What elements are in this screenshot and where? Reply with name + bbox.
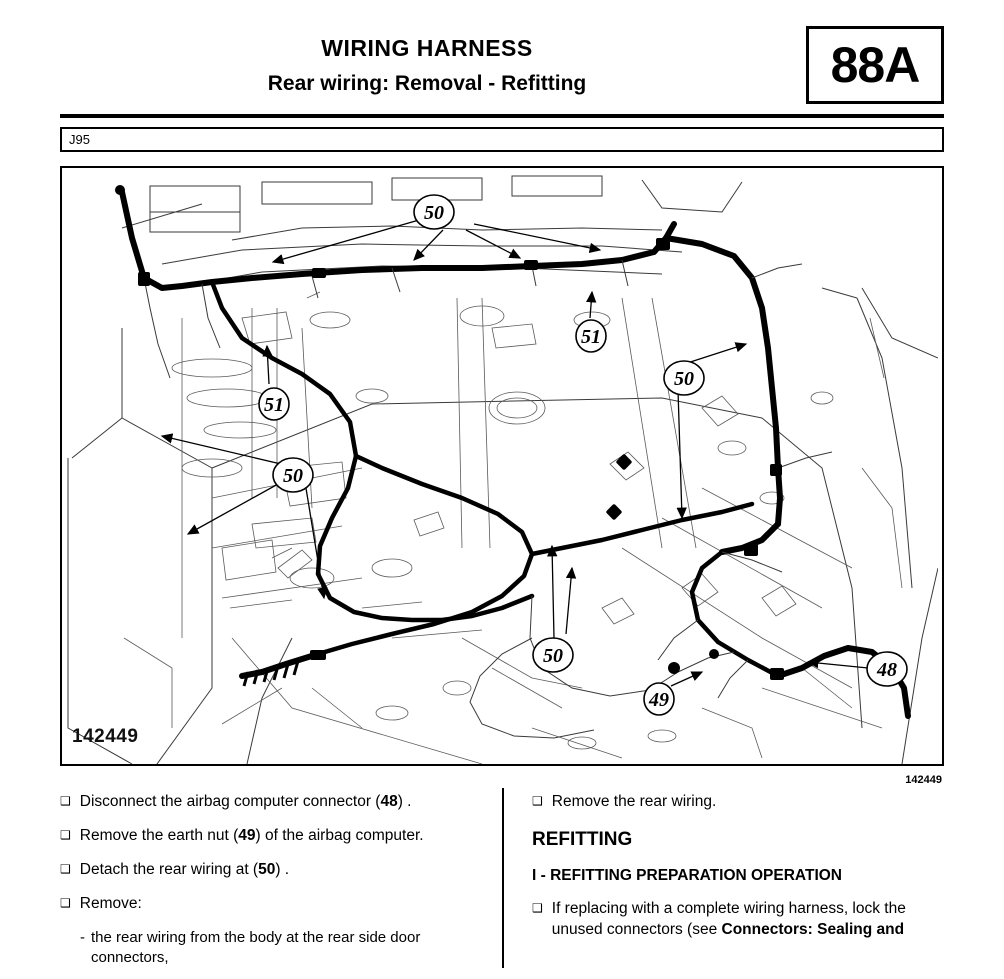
- list-item-text: If replacing with a complete wiring harness, lock the unused connectors (see Connectors: Sealing and: [551, 899, 906, 938]
- figure-id: 142449: [72, 726, 139, 747]
- figure-id-small: 142449: [905, 774, 942, 786]
- svg-text:48: 48: [877, 659, 897, 681]
- heading-refitting-preparation: I - REFITTING PREPARATION OPERATION: [532, 866, 842, 884]
- list-item: [60, 894, 480, 915]
- page-title: WIRING HARNESS: [321, 35, 533, 61]
- list-item: [532, 899, 944, 941]
- instruction-columns: [60, 792, 944, 977]
- sub-list-item: [80, 928, 480, 969]
- dash-icon: -: [80, 928, 85, 946]
- bullet-icon: ❑: [532, 900, 543, 915]
- bullet-icon: ❑: [60, 895, 71, 910]
- page-header: [60, 14, 944, 106]
- section-ref-bar: [60, 127, 944, 152]
- sub-list-item-text: the rear wiring from the body at the rear side door connectors,: [91, 928, 421, 966]
- svg-text:51: 51: [264, 394, 284, 416]
- header-rule: [60, 114, 944, 118]
- list-item: [60, 860, 480, 881]
- list-item-text: Detach the rear wiring at (50) .: [79, 860, 290, 878]
- section-code: 88A: [830, 37, 920, 93]
- list-item-text: Remove the rear wiring.: [551, 793, 717, 810]
- list-item-text: Disconnect the airbag computer connector (48) .: [79, 793, 412, 810]
- svg-text:51: 51: [581, 326, 601, 348]
- list-item-text: Remove the earth nut (49) of the airbag computer.: [79, 826, 424, 844]
- bullet-icon: ❑: [60, 861, 71, 876]
- figure-svg: [62, 168, 938, 764]
- section-ref-label: J95: [69, 132, 90, 147]
- svg-text:49: 49: [649, 689, 669, 711]
- svg-text:50: 50: [674, 368, 694, 390]
- page-subtitle: Rear wiring: Removal - Refitting: [267, 71, 587, 95]
- svg-text:50: 50: [283, 465, 303, 487]
- right-column: [502, 792, 944, 977]
- list-item: [60, 792, 480, 813]
- list-item: [60, 826, 480, 847]
- section-code-box: [806, 26, 944, 104]
- bullet-icon: ❑: [60, 827, 71, 842]
- svg-text:50: 50: [543, 645, 563, 667]
- figure-rear-wiring-diagram: [60, 166, 944, 766]
- left-column: [60, 792, 502, 977]
- column-divider: [502, 788, 504, 968]
- heading-refitting: REFITTING: [532, 828, 633, 850]
- list-item: [532, 792, 944, 813]
- svg-text:50: 50: [424, 202, 444, 224]
- bullet-icon: ❑: [60, 794, 71, 808]
- bullet-icon: ❑: [532, 794, 543, 808]
- list-item-text: Remove:: [79, 894, 142, 912]
